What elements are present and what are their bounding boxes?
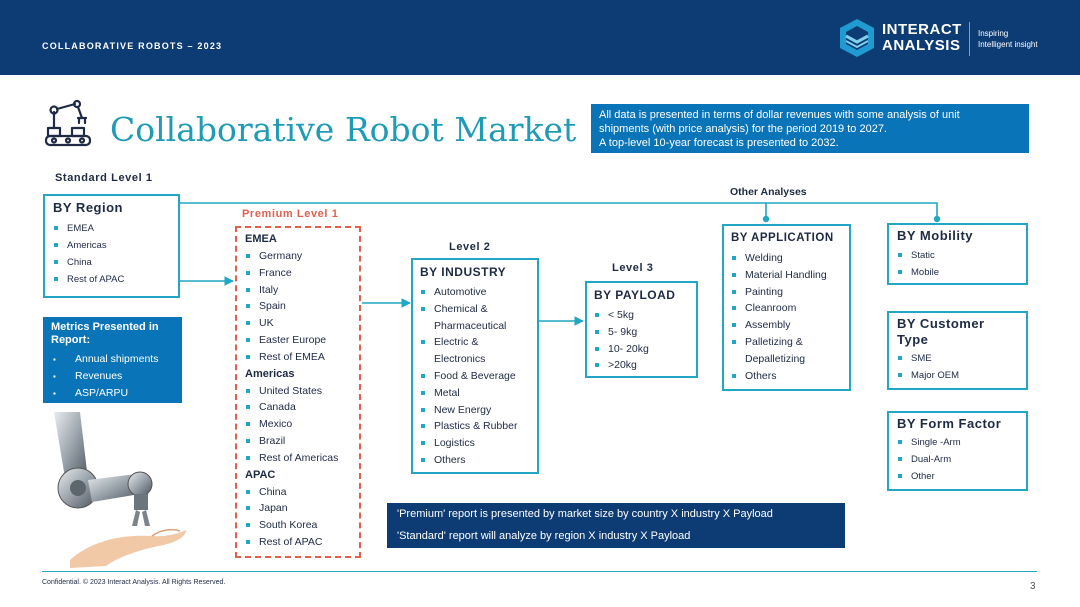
list-item: Brazil <box>245 433 351 450</box>
report-scope-note <box>387 503 845 548</box>
list-item: EMEA <box>53 220 170 237</box>
list-item: Others <box>420 452 530 469</box>
list-item: Electric & <box>420 334 530 351</box>
list-item: Mexico <box>245 416 351 433</box>
payload-box <box>585 281 698 378</box>
tagline-line2: Intelligent insight <box>978 40 1038 49</box>
note-line3: A top-level 10-year forecast is presented to 2032. <box>599 137 839 149</box>
list-item: 10- 20kg <box>594 341 689 358</box>
dot-application <box>763 216 769 222</box>
list-item: Other <box>897 468 1018 485</box>
form-factor-list <box>897 434 1018 485</box>
list-item: Welding <box>731 250 842 267</box>
list-item: Metal <box>420 385 530 402</box>
list-item: Pharmaceutical <box>434 319 507 332</box>
customer-title-line2: Type <box>897 332 929 347</box>
list-item: Major OEM <box>897 367 1018 384</box>
customer-box <box>887 311 1028 390</box>
list-item: >20kg <box>594 357 689 374</box>
customer-title-line1: BY Customer <box>897 316 985 331</box>
note-line1: All data is presented in terms of dollar revenues with some analysis of unit <box>599 109 960 121</box>
list-item: < 5kg <box>594 307 689 324</box>
mobility-box <box>887 223 1028 285</box>
list-item: China <box>53 254 170 271</box>
list-item: ▪ Revenues <box>51 368 174 385</box>
footer-copyright: Confidential. © 2023 Interact Analysis. All Rights Reserved. <box>42 579 226 586</box>
list-item: Rest of EMEA <box>245 349 351 366</box>
list-item: Easter Europe <box>245 332 351 349</box>
industry-list <box>420 284 530 469</box>
region-list <box>53 220 170 288</box>
list-item: Cleanroom <box>731 300 842 317</box>
list-item: Japan <box>245 500 351 517</box>
list-item: Assembly <box>731 317 842 334</box>
bottom-line2: 'Standard' report will analyze by region X industry X Payload <box>397 530 691 542</box>
level3-label: Level 3 <box>612 262 654 274</box>
list-item: Americas <box>53 237 170 254</box>
industry-box <box>411 258 539 474</box>
application-box <box>722 224 851 391</box>
list-item: Material Handling <box>731 267 842 284</box>
page-number: 3 <box>1030 581 1036 592</box>
page-title: Collaborative Robot Market <box>110 110 577 149</box>
list-item: UK <box>245 315 351 332</box>
premium-emea-title: EMEA <box>245 233 277 245</box>
metrics-list <box>51 351 174 402</box>
list-item: Rest of Americas <box>245 450 351 467</box>
application-title: BY APPLICATION <box>731 232 834 244</box>
list-item: Plastics & Rubber <box>420 418 530 435</box>
payload-list <box>594 307 689 374</box>
level2-label: Level 2 <box>449 241 491 253</box>
premium-americas-list <box>245 383 351 467</box>
list-item: Rest of APAC <box>245 534 351 551</box>
metrics-box <box>43 317 182 403</box>
list-item: Chemical & <box>420 301 530 318</box>
application-list <box>731 250 842 384</box>
tagline-line1: Inspiring <box>978 29 1009 38</box>
list-item: Germany <box>245 248 351 265</box>
list-item: South Korea <box>245 517 351 534</box>
list-item: Single -Arm <box>897 434 1018 451</box>
region-box <box>43 194 180 298</box>
customer-list <box>897 350 1018 384</box>
note-line2: shipments (with price analysis) for the period 2019 to 2027. <box>599 123 887 135</box>
list-item: Static <box>897 247 1018 264</box>
list-item: Automotive <box>420 284 530 301</box>
list-item: SME <box>897 350 1018 367</box>
list-item: United States <box>245 383 351 400</box>
list-item: Food & Beverage <box>420 368 530 385</box>
list-item: Logistics <box>420 435 530 452</box>
logo-line2: ANALYSIS <box>882 37 961 54</box>
list-item: China <box>245 484 351 501</box>
list-item: Palletizing & <box>731 334 842 351</box>
premium-apac-list <box>245 484 351 551</box>
list-item: Spain <box>245 298 351 315</box>
mobility-title: BY Mobility <box>897 228 974 243</box>
list-item: Electronics <box>434 353 486 366</box>
logo-line1: INTERACT <box>882 21 962 38</box>
header-subtitle: COLLABORATIVE ROBOTS – 2023 <box>42 41 223 51</box>
metrics-title: Metrics Presented in Report: <box>51 321 159 346</box>
form-factor-box <box>887 411 1028 491</box>
footer-divider <box>42 571 1037 572</box>
standard-level-label: Standard Level 1 <box>55 172 153 184</box>
list-item: Others <box>731 368 842 385</box>
list-item: Dual-Arm <box>897 451 1018 468</box>
list-item: Rest of APAC <box>53 271 170 288</box>
list-item: 5- 9kg <box>594 324 689 341</box>
list-item: New Energy <box>420 402 530 419</box>
form-factor-title: BY Form Factor <box>897 416 1002 431</box>
list-item: ▪ Annual shipments <box>51 351 174 368</box>
premium-apac-title: APAC <box>245 468 276 481</box>
mobility-list <box>897 247 1018 281</box>
bottom-line1: 'Premium' report is presented by market size by country X industry X Payload <box>397 508 773 520</box>
list-item: Canada <box>245 399 351 416</box>
payload-title: BY PAYLOAD <box>594 288 676 302</box>
list-item: Italy <box>245 282 351 299</box>
list-item: Depalletizing <box>745 352 806 365</box>
list-item: Painting <box>731 284 842 301</box>
premium-box <box>235 226 361 558</box>
premium-emea-list <box>245 248 351 366</box>
list-item: Mobile <box>897 264 1018 281</box>
premium-level-label: Premium Level 1 <box>242 208 339 220</box>
premium-americas-title: Americas <box>245 367 295 380</box>
industry-title: BY INDUSTRY <box>420 265 507 279</box>
cobot-hand-illustration <box>40 410 190 570</box>
region-title: BY Region <box>53 200 123 215</box>
dot-mobility <box>934 216 940 222</box>
list-item: ▪ ASP/ARPU <box>51 385 174 402</box>
list-item: France <box>245 265 351 282</box>
other-analyses-label: Other Analyses <box>730 186 807 198</box>
